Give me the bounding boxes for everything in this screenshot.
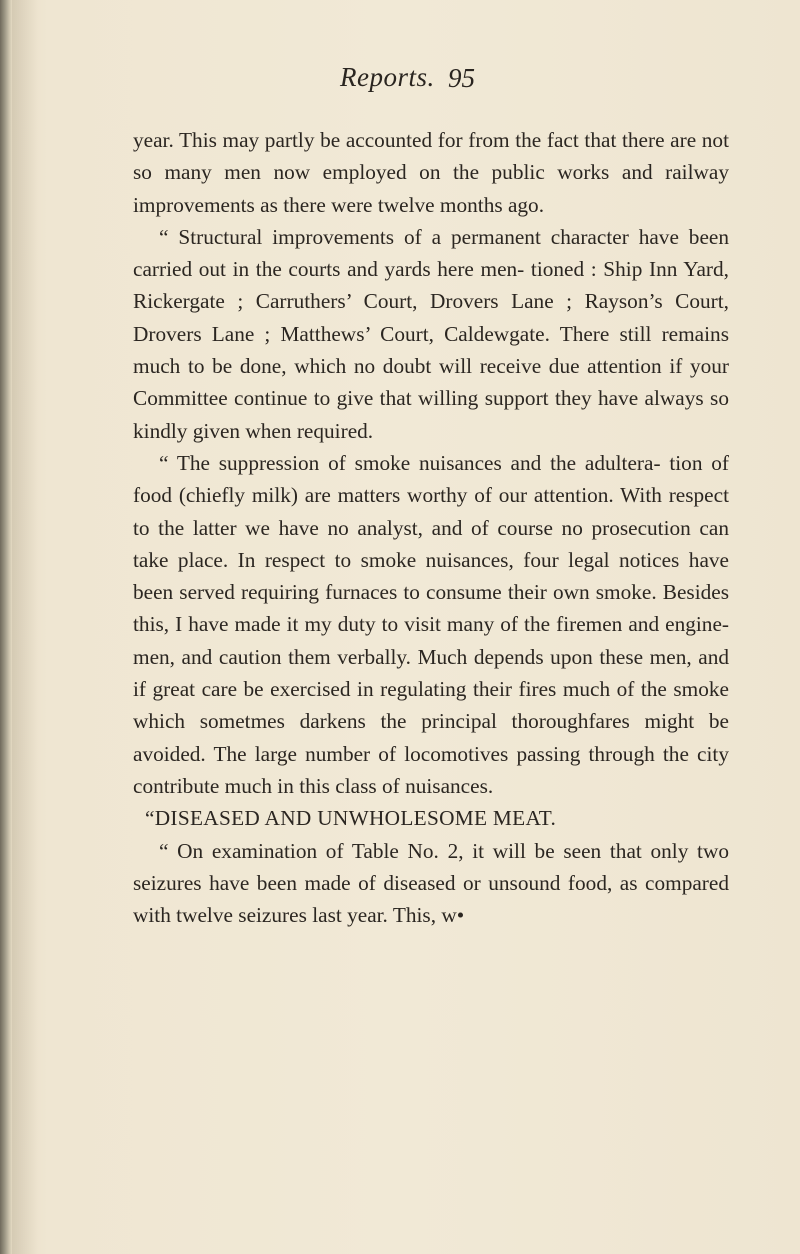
paragraph-structural-improvements: “ Structural improvements of a permanent character have been carried out in the courts and yards here men- tioned : Ship Inn Yard, Rickergate ; Carruthers’ Court, Drovers Lane ; Rayson’s Court, Drovers Lane ; Matthews’ Court, Caldewgate. There still remains much to be done, which no doubt will receive due attention if your Committee continue to give that willing support they have always so kindly given when required.	[133, 224, 729, 443]
book-binding-edge	[0, 0, 12, 1254]
page-number: 95	[448, 63, 475, 93]
gutter-shadow	[12, 0, 38, 1254]
section-heading-diseased-meat: “DISEASED AND UNWHOLESOME MEAT.	[145, 806, 557, 831]
paragraph-continuation: year. This may partly be accounted for from the fact that there are not so many men now employed on the public works and railway improvements as there were twelve months ago.	[133, 128, 729, 217]
running-head: Reports.	[340, 62, 435, 92]
paragraph-smoke-nuisances: “ The suppression of smoke nuisances and the adultera- tion of food (chiefly milk) are matters worthy of our attention. With respect to the latter we have no analyst, and of course no prosecution can take place. In respect to smoke nuisances, four legal notices have been served requiring furnaces to consume their own smoke. Besides this, I have made it my duty to visit many of the firemen and engine- men, and caution them verbally. Much depends upon these men, and if great care be exercised in regulating their fires much of the smoke which sometmes darkens the principal thoroughfares might be avoided. The large number of locomotives passing through the city contribute much in this class of nuisances.	[133, 450, 729, 798]
body-text	[133, 124, 729, 931]
paragraph-table-examination: “ On examination of Table No. 2, it will be seen that only two seizures have been made of diseased or unsound food, as compared with twelve seizures last year. This, w•	[133, 838, 729, 928]
